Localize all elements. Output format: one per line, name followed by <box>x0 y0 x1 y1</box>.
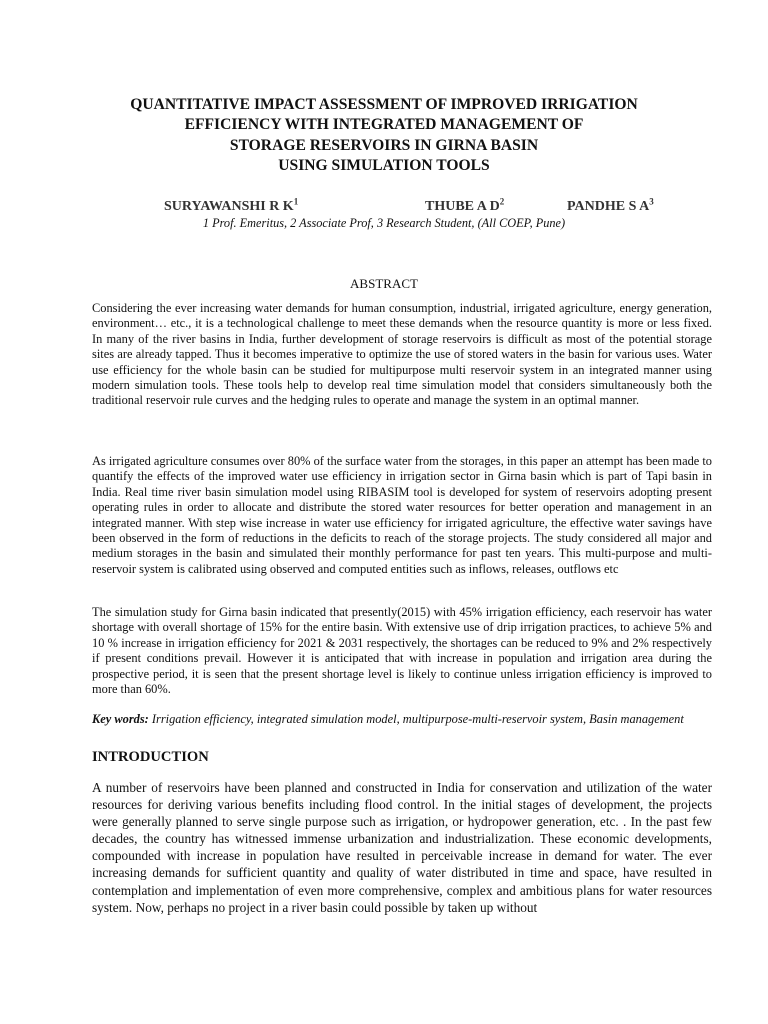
author <box>567 196 654 215</box>
title-line: STORAGE RESERVOIRS IN GIRNA BASIN <box>229 136 539 154</box>
title-line: USING SIMULATION TOOLS <box>278 157 490 175</box>
author <box>164 196 299 215</box>
author-superscript: 1 <box>293 196 299 207</box>
introduction-paragraph: A number of reservoirs have been planned and constructed in India for conservation and utilization of the water resources for deriving various benefits including flood control. In the initial stages of development, the projects were generally planned to serve single purpose such as irrigation, or hydropower generation, etc. . In the past few decades, the country has witnessed immense urbanization and industrialization. These economic developments, compounded with increase in population have resulted in perceivable increase in demand for water. The ever increasing demands for sufficient quantity and quality of water distributed in time and space, have resulted in contemplation and implementation of even more comprehensive, complex and ambitious plans for water resources system. Now, perhaps no project in a river basin could possible by taken up without <box>92 780 712 915</box>
author-affiliation: 1 Prof. Emeritus, 2 Associate Prof, 3 Research Student, (All COEP, Pune) <box>202 216 566 230</box>
keywords <box>92 712 712 727</box>
author-name: SURYAWANSHI R K <box>164 199 294 214</box>
abstract-paragraph: As irrigated agriculture consumes over 80% of the surface water from the storages, in this paper an attempt has been made to quantify the effects of the improved water use efficiency in irrigation sector in Girna basin which is part of Tapi basin in India. Real time river basin simulation model using RIBASIM tool is developed for system of reservoirs adopting present operating rules in order to allocate and distribute the stored water resources for better operation and management in an integrated manner. With step wise increase in water use efficiency for irrigated agriculture, the effective water savings have been observed in the form of reductions in the deficits to reach of the storage projects. The study considered all major and medium storages in the basin and simulated their monthly performance for past ten years. This multi-purpose and multi-reservoir system is calibrated using observed and computed entities such as inflows, releases, outflows etc <box>92 454 713 576</box>
title-line: EFFICIENCY WITH INTEGRATED MANAGEMENT OF <box>184 116 584 134</box>
abstract-paragraph: Considering the ever increasing water demands for human consumption, industrial, irrigated agriculture, energy generation, environment… etc., it is a technological challenge to meet these demands when the resource quantity is more or less fixed. In many of the river basins in India, further development of storage reservoirs is difficult as most of the potential storage sites are already tapped. Thus it becomes imperative to optimize the use of stored waters in the basin for various uses. Water use efficiency for the whole basin can be studied for multipurpose multi reservoir system in an integrated manner using modern simulation tools. These tools help to develop real time simulation model that considers simultaneously both the traditional reservoir rule curves and the hedging rules to operate and manage the system in an optimal manner. <box>92 301 712 408</box>
author-name: THUBE A D <box>425 199 500 214</box>
introduction-heading: INTRODUCTION <box>92 749 209 765</box>
keywords-label: Key words: <box>92 712 149 726</box>
title-line: QUANTITATIVE IMPACT ASSESSMENT OF IMPROVED IRRIGATION <box>130 96 638 113</box>
author-superscript: 3 <box>649 196 654 207</box>
author <box>425 196 505 215</box>
abstract-paragraph: The simulation study for Girna basin indicated that presently(2015) with 45% irrigation efficiency, each reservoir has water shortage with overall shortage of 15% for the entire basin. With extensive use of drip irrigation practices, to achieve 5% and 10 % increase in irrigation efficiency for 2021 & 2031 respectively, the shortages can be reduced to 9% and 2% respectively if present conditions prevail. However it is anticipated that with increase in population and irrigation area during the prospective period, it is seen that the present shortage level is likely to continue unless irrigation efficiency is improved to more than 60%. <box>92 605 712 697</box>
abstract-heading: ABSTRACT <box>350 276 418 291</box>
author-name: PANDHE S A <box>567 199 650 214</box>
paper-title <box>80 95 688 177</box>
keywords-text: Irrigation efficiency, integrated simulation model, multipurpose-multi-reservoir system, Basin management <box>148 712 684 726</box>
author-superscript: 2 <box>499 196 505 207</box>
